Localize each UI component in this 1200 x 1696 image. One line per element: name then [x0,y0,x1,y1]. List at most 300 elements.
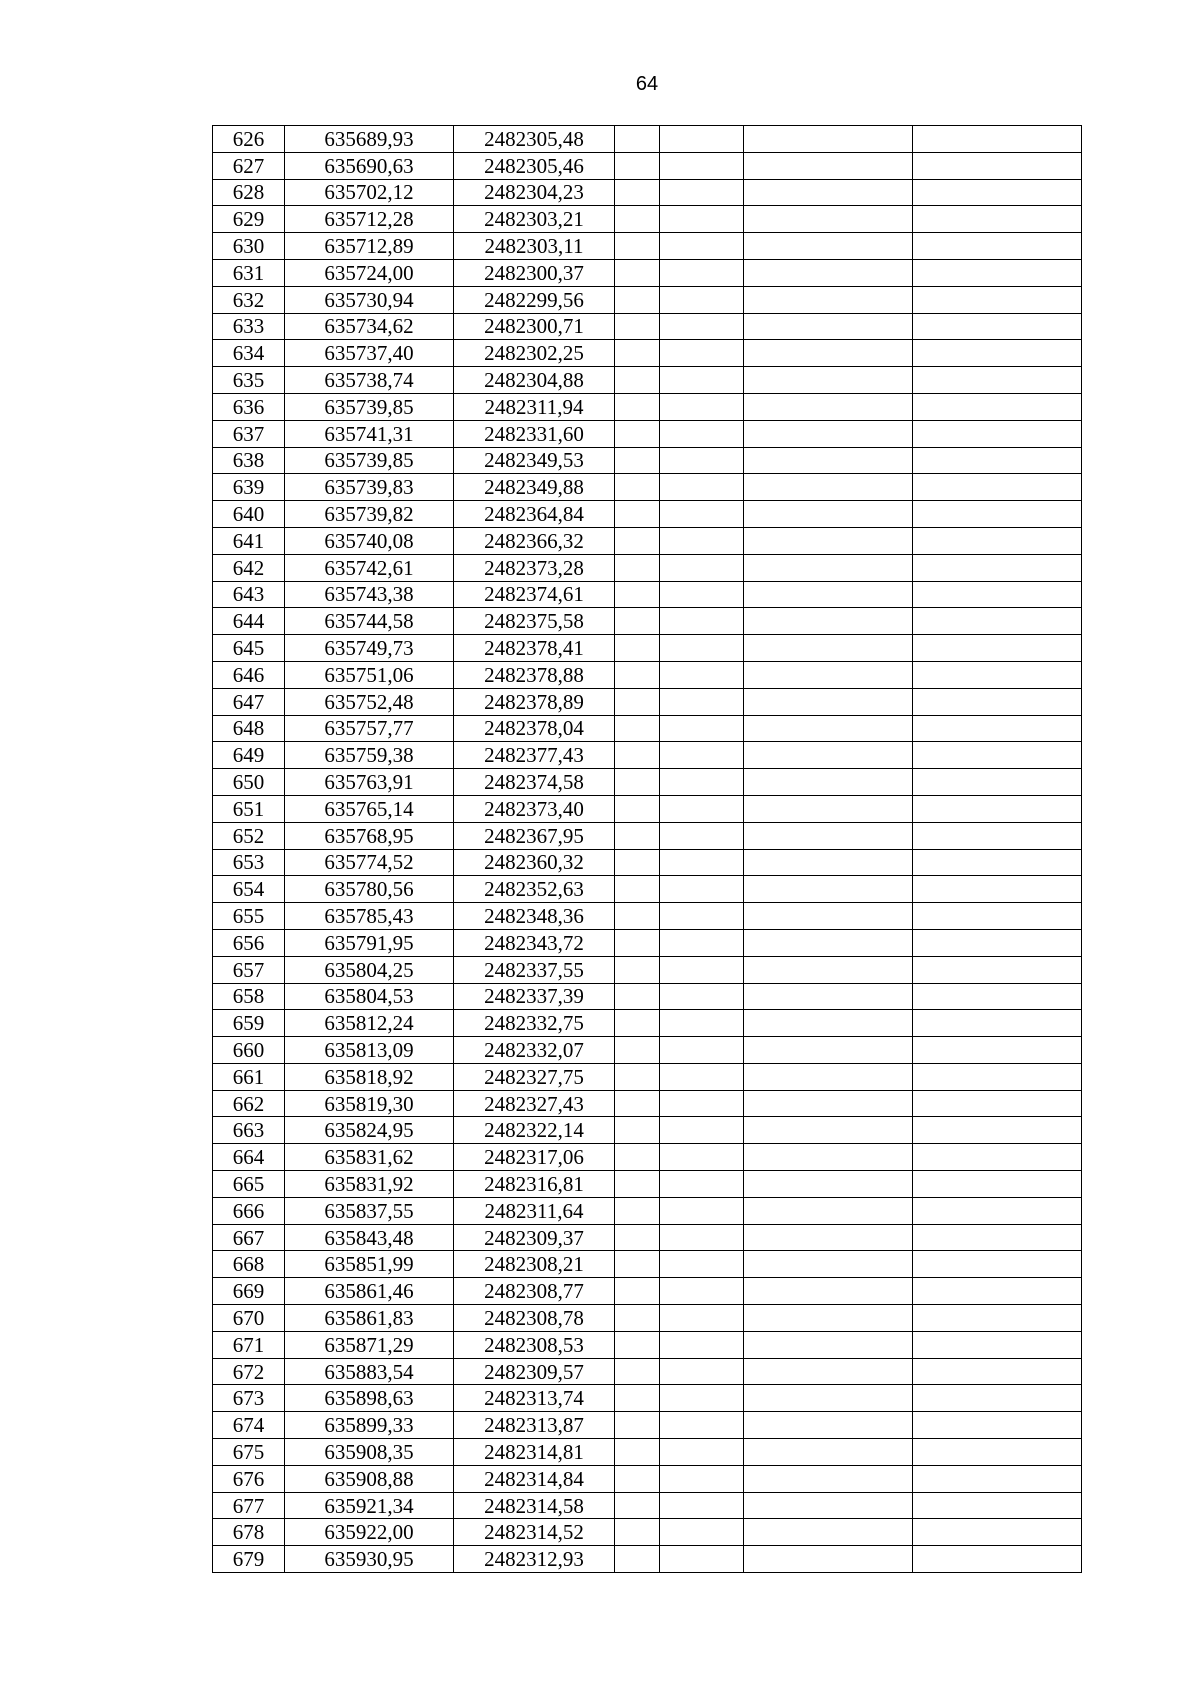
table-row [213,1010,1082,1037]
empty-cell [913,1144,1082,1171]
y-coordinate-cell: 2482374,58 [454,769,615,796]
point-number-cell: 677 [213,1492,285,1519]
y-coordinate-cell: 2482337,55 [454,956,615,983]
point-number-cell: 639 [213,474,285,501]
empty-cell [615,152,660,179]
empty-cell [913,769,1082,796]
x-coordinate-cell: 635812,24 [285,1010,454,1037]
empty-cell [660,1439,744,1466]
empty-cell [615,822,660,849]
empty-cell [913,179,1082,206]
empty-cell [744,340,913,367]
empty-cell [615,233,660,260]
empty-cell [660,983,744,1010]
y-coordinate-cell: 2482349,53 [454,447,615,474]
empty-cell [660,206,744,233]
table-row [213,126,1082,153]
x-coordinate-cell: 635871,29 [285,1331,454,1358]
empty-cell [615,340,660,367]
y-coordinate-cell: 2482313,74 [454,1385,615,1412]
empty-cell [660,1465,744,1492]
point-number-cell: 655 [213,903,285,930]
empty-cell [615,715,660,742]
x-coordinate-cell: 635908,35 [285,1439,454,1466]
empty-cell [913,501,1082,528]
table-row [213,1412,1082,1439]
y-coordinate-cell: 2482311,64 [454,1197,615,1224]
empty-cell [913,1063,1082,1090]
empty-cell [744,929,913,956]
table-row [213,1546,1082,1573]
empty-cell [660,501,744,528]
empty-cell [913,286,1082,313]
empty-cell [744,876,913,903]
x-coordinate-cell: 635851,99 [285,1251,454,1278]
table-row [213,688,1082,715]
empty-cell [660,822,744,849]
empty-cell [615,179,660,206]
empty-cell [744,822,913,849]
empty-cell [615,1519,660,1546]
empty-cell [615,1331,660,1358]
empty-cell [744,1546,913,1573]
table-row [213,179,1082,206]
table-row [213,1278,1082,1305]
x-coordinate-cell: 635843,48 [285,1224,454,1251]
x-coordinate-cell: 635702,12 [285,179,454,206]
point-number-cell: 643 [213,581,285,608]
x-coordinate-cell: 635743,38 [285,581,454,608]
empty-cell [744,1465,913,1492]
point-number-cell: 638 [213,447,285,474]
x-coordinate-cell: 635899,33 [285,1412,454,1439]
empty-cell [660,795,744,822]
table-row [213,715,1082,742]
empty-cell [660,608,744,635]
y-coordinate-cell: 2482308,53 [454,1331,615,1358]
x-coordinate-cell: 635712,28 [285,206,454,233]
empty-cell [660,688,744,715]
y-coordinate-cell: 2482378,04 [454,715,615,742]
empty-cell [660,1224,744,1251]
x-coordinate-cell: 635791,95 [285,929,454,956]
y-coordinate-cell: 2482314,58 [454,1492,615,1519]
point-number-cell: 663 [213,1117,285,1144]
empty-cell [615,1224,660,1251]
empty-cell [615,1037,660,1064]
empty-cell [615,608,660,635]
y-coordinate-cell: 2482299,56 [454,286,615,313]
empty-cell [744,1010,913,1037]
point-number-cell: 664 [213,1144,285,1171]
empty-cell [913,474,1082,501]
x-coordinate-cell: 635737,40 [285,340,454,367]
table-row [213,393,1082,420]
empty-cell [744,1251,913,1278]
x-coordinate-cell: 635741,31 [285,420,454,447]
y-coordinate-cell: 2482364,84 [454,501,615,528]
empty-cell [615,447,660,474]
page-number: 64 [635,73,659,95]
point-number-cell: 676 [213,1465,285,1492]
x-coordinate-cell: 635712,89 [285,233,454,260]
point-number-cell: 631 [213,259,285,286]
point-number-cell: 635 [213,367,285,394]
y-coordinate-cell: 2482309,57 [454,1358,615,1385]
table-row [213,769,1082,796]
empty-cell [660,903,744,930]
empty-cell [744,1331,913,1358]
x-coordinate-cell: 635759,38 [285,742,454,769]
coordinates-table [212,125,1082,1573]
y-coordinate-cell: 2482300,71 [454,313,615,340]
empty-cell [660,313,744,340]
x-coordinate-cell: 635861,46 [285,1278,454,1305]
table-row [213,233,1082,260]
empty-cell [615,1492,660,1519]
point-number-cell: 629 [213,206,285,233]
table-row [213,661,1082,688]
empty-cell [660,1117,744,1144]
table-row [213,152,1082,179]
table-row [213,1305,1082,1332]
empty-cell [660,661,744,688]
table-row [213,367,1082,394]
y-coordinate-cell: 2482305,46 [454,152,615,179]
x-coordinate-cell: 635757,77 [285,715,454,742]
empty-cell [744,688,913,715]
point-number-cell: 637 [213,420,285,447]
y-coordinate-cell: 2482308,78 [454,1305,615,1332]
empty-cell [744,1492,913,1519]
point-number-cell: 673 [213,1385,285,1412]
empty-cell [744,1358,913,1385]
y-coordinate-cell: 2482308,77 [454,1278,615,1305]
empty-cell [913,635,1082,662]
empty-cell [913,420,1082,447]
point-number-cell: 679 [213,1546,285,1573]
empty-cell [913,1305,1082,1332]
empty-cell [913,903,1082,930]
point-number-cell: 648 [213,715,285,742]
empty-cell [660,1063,744,1090]
empty-cell [660,1010,744,1037]
empty-cell [660,420,744,447]
point-number-cell: 633 [213,313,285,340]
point-number-cell: 651 [213,795,285,822]
empty-cell [744,474,913,501]
empty-cell [615,661,660,688]
empty-cell [615,876,660,903]
x-coordinate-cell: 635780,56 [285,876,454,903]
empty-cell [660,1305,744,1332]
empty-cell [744,1519,913,1546]
empty-cell [660,715,744,742]
empty-cell [744,608,913,635]
table-row [213,1037,1082,1064]
point-number-cell: 665 [213,1171,285,1198]
point-number-cell: 653 [213,849,285,876]
empty-cell [660,742,744,769]
y-coordinate-cell: 2482309,37 [454,1224,615,1251]
y-coordinate-cell: 2482322,14 [454,1117,615,1144]
y-coordinate-cell: 2482327,43 [454,1090,615,1117]
empty-cell [615,1251,660,1278]
empty-cell [913,1117,1082,1144]
empty-cell [615,126,660,153]
empty-cell [913,313,1082,340]
x-coordinate-cell: 635690,63 [285,152,454,179]
x-coordinate-cell: 635908,88 [285,1465,454,1492]
empty-cell [744,152,913,179]
empty-cell [660,876,744,903]
empty-cell [660,179,744,206]
empty-cell [660,849,744,876]
x-coordinate-cell: 635739,82 [285,501,454,528]
empty-cell [913,1010,1082,1037]
empty-cell [744,1439,913,1466]
empty-cell [913,956,1082,983]
x-coordinate-cell: 635831,92 [285,1171,454,1198]
empty-cell [744,1171,913,1198]
empty-cell [660,1358,744,1385]
point-number-cell: 642 [213,554,285,581]
x-coordinate-cell: 635804,25 [285,956,454,983]
empty-cell [744,1305,913,1332]
empty-cell [744,661,913,688]
empty-cell [913,1197,1082,1224]
empty-cell [615,1063,660,1090]
point-number-cell: 672 [213,1358,285,1385]
empty-cell [660,259,744,286]
empty-cell [615,688,660,715]
y-coordinate-cell: 2482327,75 [454,1063,615,1090]
y-coordinate-cell: 2482314,84 [454,1465,615,1492]
empty-cell [913,822,1082,849]
empty-cell [913,367,1082,394]
empty-cell [744,581,913,608]
y-coordinate-cell: 2482331,60 [454,420,615,447]
table-row [213,1385,1082,1412]
x-coordinate-cell: 635730,94 [285,286,454,313]
point-number-cell: 670 [213,1305,285,1332]
empty-cell [913,259,1082,286]
empty-cell [660,1090,744,1117]
empty-cell [744,420,913,447]
point-number-cell: 674 [213,1412,285,1439]
table-row [213,313,1082,340]
table-row [213,501,1082,528]
empty-cell [744,903,913,930]
empty-cell [913,581,1082,608]
empty-cell [913,876,1082,903]
x-coordinate-cell: 635749,73 [285,635,454,662]
y-coordinate-cell: 2482317,06 [454,1144,615,1171]
table-row [213,1465,1082,1492]
y-coordinate-cell: 2482366,32 [454,527,615,554]
empty-cell [913,742,1082,769]
empty-cell [615,1465,660,1492]
point-number-cell: 671 [213,1331,285,1358]
point-number-cell: 644 [213,608,285,635]
point-number-cell: 628 [213,179,285,206]
point-number-cell: 678 [213,1519,285,1546]
point-number-cell: 641 [213,527,285,554]
empty-cell [615,1439,660,1466]
empty-cell [660,1492,744,1519]
table-row [213,1144,1082,1171]
empty-cell [615,501,660,528]
empty-cell [744,501,913,528]
empty-cell [660,1171,744,1198]
empty-cell [913,527,1082,554]
empty-cell [744,126,913,153]
empty-cell [660,929,744,956]
table-row [213,635,1082,662]
point-number-cell: 649 [213,742,285,769]
y-coordinate-cell: 2482311,94 [454,393,615,420]
table-row [213,608,1082,635]
empty-cell [660,286,744,313]
empty-cell [615,420,660,447]
empty-cell [913,715,1082,742]
table-row [213,1251,1082,1278]
empty-cell [615,1305,660,1332]
table-row [213,581,1082,608]
table-row [213,1063,1082,1090]
empty-cell [615,849,660,876]
y-coordinate-cell: 2482352,63 [454,876,615,903]
empty-cell [660,635,744,662]
point-number-cell: 669 [213,1278,285,1305]
empty-cell [615,983,660,1010]
empty-cell [913,152,1082,179]
empty-cell [660,152,744,179]
table-row [213,1224,1082,1251]
point-number-cell: 654 [213,876,285,903]
y-coordinate-cell: 2482332,07 [454,1037,615,1064]
y-coordinate-cell: 2482303,21 [454,206,615,233]
empty-cell [660,1331,744,1358]
point-number-cell: 657 [213,956,285,983]
empty-cell [660,1144,744,1171]
table-row [213,929,1082,956]
empty-cell [744,1063,913,1090]
table-row [213,1492,1082,1519]
empty-cell [913,1492,1082,1519]
x-coordinate-cell: 635930,95 [285,1546,454,1573]
empty-cell [913,929,1082,956]
point-number-cell: 650 [213,769,285,796]
x-coordinate-cell: 635751,06 [285,661,454,688]
empty-cell [913,1251,1082,1278]
x-coordinate-cell: 635738,74 [285,367,454,394]
x-coordinate-cell: 635765,14 [285,795,454,822]
empty-cell [660,1412,744,1439]
empty-cell [913,1224,1082,1251]
empty-cell [615,259,660,286]
point-number-cell: 656 [213,929,285,956]
empty-cell [660,769,744,796]
y-coordinate-cell: 2482304,23 [454,179,615,206]
empty-cell [744,527,913,554]
y-coordinate-cell: 2482308,21 [454,1251,615,1278]
point-number-cell: 668 [213,1251,285,1278]
empty-cell [615,367,660,394]
empty-cell [660,1197,744,1224]
empty-cell [615,474,660,501]
empty-cell [744,769,913,796]
point-number-cell: 634 [213,340,285,367]
empty-cell [744,1412,913,1439]
point-number-cell: 652 [213,822,285,849]
y-coordinate-cell: 2482312,93 [454,1546,615,1573]
empty-cell [913,688,1082,715]
empty-cell [615,742,660,769]
x-coordinate-cell: 635883,54 [285,1358,454,1385]
empty-cell [913,340,1082,367]
empty-cell [913,206,1082,233]
table-row [213,527,1082,554]
empty-cell [744,206,913,233]
empty-cell [744,367,913,394]
empty-cell [615,581,660,608]
table-row [213,903,1082,930]
empty-cell [744,635,913,662]
empty-cell [660,126,744,153]
empty-cell [660,474,744,501]
empty-cell [913,1546,1082,1573]
empty-cell [615,1358,660,1385]
empty-cell [744,983,913,1010]
y-coordinate-cell: 2482302,25 [454,340,615,367]
empty-cell [744,1117,913,1144]
empty-cell [660,340,744,367]
table-row [213,474,1082,501]
x-coordinate-cell: 635768,95 [285,822,454,849]
empty-cell [615,1010,660,1037]
empty-cell [913,661,1082,688]
table-row [213,1358,1082,1385]
point-number-cell: 630 [213,233,285,260]
empty-cell [660,1251,744,1278]
empty-cell [660,447,744,474]
x-coordinate-cell: 635763,91 [285,769,454,796]
empty-cell [660,1519,744,1546]
x-coordinate-cell: 635819,30 [285,1090,454,1117]
table-row [213,1171,1082,1198]
empty-cell [615,1117,660,1144]
x-coordinate-cell: 635752,48 [285,688,454,715]
table-row [213,259,1082,286]
y-coordinate-cell: 2482373,40 [454,795,615,822]
empty-cell [744,1385,913,1412]
empty-cell [615,1197,660,1224]
x-coordinate-cell: 635837,55 [285,1197,454,1224]
empty-cell [744,447,913,474]
point-number-cell: 640 [213,501,285,528]
x-coordinate-cell: 635739,83 [285,474,454,501]
table-row [213,1197,1082,1224]
empty-cell [744,849,913,876]
empty-cell [744,1037,913,1064]
empty-cell [660,233,744,260]
x-coordinate-cell: 635813,09 [285,1037,454,1064]
empty-cell [615,1385,660,1412]
empty-cell [744,233,913,260]
empty-cell [744,715,913,742]
empty-cell [744,313,913,340]
